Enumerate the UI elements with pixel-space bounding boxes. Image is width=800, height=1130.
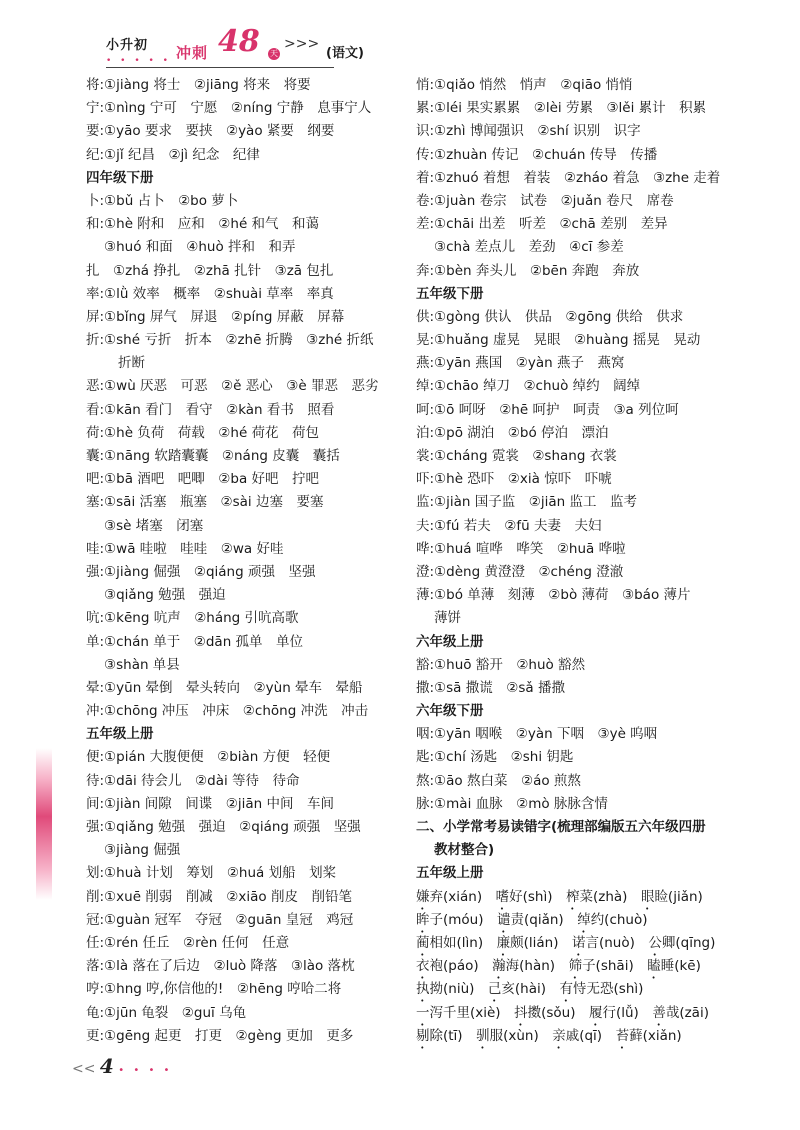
misread-word [566,889,627,905]
word-rest-pinyin: 擞(sǒu) [527,1004,576,1021]
word-rest-pinyin: 哉(zāi) [665,1004,709,1021]
header-dots: • • • • • [106,56,171,66]
misread-row [416,886,756,909]
emphasized-char: 抖 [514,1004,528,1021]
emphasized-char: 剔 [416,1027,430,1044]
emphasized-char: 瞌 [647,958,661,975]
polyphone-entry: 强:①jiàng 倔强 ②qiáng 顽强 坚强 [86,563,316,580]
polyphone-entry: 塞:①sāi 活塞 瓶塞 ②sài 边塞 要塞 [86,494,324,511]
polyphone-entry: ③chà 差点儿 差劲 ④cī 参差 [434,239,624,256]
polyphone-entry: 扎 ①zhá 挣扎 ②zhā 扎针 ③zā 包扎 [86,262,334,279]
word-rest-pinyin: 好(shì) [509,888,553,905]
polyphone-entry: 强:①qiǎng 勉强 强迫 ②qiáng 顽强 坚强 [86,819,361,835]
polyphone-entry: 落:①là 落在了后边 ②luò 降落 ③lào 落枕 [86,958,355,975]
emphasized-char: 嗜 [495,888,510,905]
word-rest-pinyin: 恃无恐(shì) [573,981,644,998]
polyphone-entry: 晃:①huǎng 虚晃 晃眼 ②huàng 摇晃 晃动 [416,332,701,349]
emphasized-char: 驯 [476,1027,490,1044]
word-rest-pinyin: 子(shāi) [582,958,634,975]
emphasized-char: 衣 [416,958,430,975]
polyphone-entry: 将:①jiàng 将士 ②jiāng 将来 将要 [86,77,311,93]
word-rest-pinyin: 睡(kē) [660,958,701,975]
left-column [86,74,396,1048]
polyphone-entry: 单:①chán 单于 ②dān 孤单 单位 [86,633,304,650]
emphasized-char: 公 [648,934,662,951]
word-rest-pinyin: 泻千里(xiè) [429,1004,501,1021]
polyphone-entry: 脉:①mài 血脉 ②mò 脉脉含情 [416,795,608,812]
polyphone-entry: 囊:①nāng 软踏囊囊 ②náng 皮囊 囊括 [86,448,340,464]
polyphone-entry: 更:①gēng 起更 打更 ②gèng 更加 更多 [86,1027,354,1044]
polyphone-entry: 裳:①cháng 霓裳 ②shang 衣裳 [416,448,617,464]
page-number: 4 [99,1054,114,1078]
emphasized-char: 亲 [552,1027,566,1044]
polyphone-entry: 哇:①wā 哇啦 哇哇 ②wa 好哇 [86,540,284,557]
word-rest-pinyin: 子(móu) [429,911,484,928]
polyphone-entry: 要:①yāo 要求 要挟 ②yào 紧要 纲要 [86,123,335,140]
misread-word [416,958,479,974]
polyphone-entry: 燕:①yān 燕国 ②yàn 燕子 燕窝 [416,355,625,372]
misread-word [497,935,559,951]
polyphone-entry: 着:①zhuó 着想 着装 ②zháo 着急 ③zhe 走着 [416,169,721,186]
polyphone-entry: 吧:①bā 酒吧 吧唧 ②ba 好吧 拧吧 [86,471,320,488]
section2-subtitle: 五年级上册 [416,865,484,882]
misread-row [416,909,756,932]
polyphone-entry: 纪:①jǐ 纪昌 ②jì 纪念 纪律 [86,146,260,163]
polyphone-entry: 和:①hè 附和 应和 ②hé 和气 和蔼 [86,216,320,233]
side-tab-decoration [36,748,52,900]
polyphone-entry: 吭:①kēng 吭声 ②háng 引吭高歌 [86,610,299,627]
emphasized-char: 执 [416,981,430,998]
polyphone-entry: ③sè 堵塞 闭塞 [104,517,204,534]
polyphone-entry: 差:①chāi 出差 听差 ②chā 差别 差异 [416,216,668,233]
polyphone-entry: 冠:①guàn 冠军 夺冠 ②guān 皇冠 鸡冠 [86,911,354,928]
polyphone-entry: 撒:①sā 撒谎 ②sǎ 播撒 [416,679,565,696]
polyphone-entry: 任:①rén 任丘 ②rèn 任何 任意 [86,934,290,951]
misread-row [416,955,756,978]
word-rest-pinyin: 海(hàn) [505,958,556,975]
polyphone-entry: 澄:①dèng 黄澄澄 ②chéng 澄澈 [416,563,624,580]
polyphone-entry: 卜:①bǔ 占卜 ②bo 萝卜 [86,192,239,209]
footer-arrows: << [72,1061,96,1077]
misread-word [560,981,644,997]
page-header [86,24,386,70]
polyphone-entry: 哼:①hng 哼,你信他的! ②hēng 哼哈二将 [86,981,342,998]
polyphone-entry: 绰:①chāo 绰刀 ②chuò 绰约 阔绰 [416,378,641,395]
right-polyphone-list [416,74,756,816]
word-rest-pinyin: 藓(xiǎn) [629,1027,682,1044]
misread-row [416,978,756,1001]
emphasized-char: 廉 [496,934,511,951]
misread-word [514,1005,575,1021]
footer-dots: • • • • [118,1065,173,1076]
polyphone-entry: 折:①shé 亏折 折本 ②zhē 折腾 ③zhé 折纸 [86,332,374,349]
brand-day-badge: 天 [270,49,278,58]
emphasized-char: 有 [559,981,574,998]
polyphone-entry: 间:①jiàn 间隙 间谍 ②jiān 中间 车间 [86,795,334,812]
misread-list [416,886,756,1048]
misread-word [416,935,483,951]
word-rest-pinyin: 服(xùn) [489,1027,539,1044]
grade-heading: 六年级上册 [416,633,484,650]
misread-word [641,889,703,905]
polyphone-entry: 荷:①hè 负荷 荷载 ②hé 荷花 荷包 [86,424,320,441]
misread-word [552,1028,602,1044]
polyphone-entry: 悄:①qiǎo 悄然 悄声 ②qiāo 悄悄 [416,77,633,93]
polyphone-entry: 晕:①yūn 晕倒 晕头转向 ②yùn 晕车 晕船 [86,679,363,696]
word-rest-pinyin: 约(chuò) [590,911,648,928]
polyphone-entry: 夫:①fú 若夫 ②fū 夫妻 夫妇 [416,517,602,534]
misread-word [577,912,647,928]
polyphone-entry: 呵:①ō 呵呀 ②hē 呵护 呵责 ③a 列位呵 [416,401,679,418]
emphasized-char: 己 [487,981,502,998]
emphasized-char: 筛 [568,958,583,975]
polyphone-entry: 传:①zhuàn 传记 ②chuán 传导 传播 [416,146,658,163]
word-rest-pinyin: 卿(qīng) [661,934,716,951]
grade-heading: 五年级上册 [86,726,154,743]
polyphone-entry: 看:①kān 看门 看守 ②kàn 看书 照看 [86,401,335,418]
polyphone-entry: 吓:①hè 恐吓 ②xià 惊吓 吓唬 [416,471,612,488]
misread-word [652,1005,709,1021]
polyphone-entry: 咽:①yān 咽喉 ②yàn 下咽 ③yè 呜咽 [416,726,658,743]
emphasized-char: 履 [588,1004,603,1021]
polyphone-entry: 宁:①nìng 宁可 宁愿 ②níng 宁静 息事宁人 [86,100,372,117]
misread-word [416,1028,463,1044]
emphasized-char: 谴 [497,911,511,928]
polyphone-entry: 屏:①bǐng 屏气 屏退 ②píng 屏蔽 屏幕 [86,308,345,325]
misread-word [416,1005,501,1021]
word-rest-pinyin: 行(lǚ) [602,1004,639,1021]
polyphone-entry: 薄:①bó 单薄 刻薄 ②bò 薄荷 ③báo 薄片 [416,587,691,604]
emphasized-char: 一 [416,1004,430,1021]
emphasized-char: 嫌 [416,888,430,905]
polyphone-entry: 削:①xuē 削弱 削减 ②xiāo 削皮 削铅笔 [86,888,352,905]
word-rest-pinyin: 责(qiǎn) [510,911,564,928]
word-rest-pinyin: 亥(hài) [501,981,547,998]
polyphone-entry: 熬:①āo 熬白菜 ②áo 煎熬 [416,772,581,789]
subject-label: (语文) [326,46,364,61]
polyphone-entry: 折断 [118,355,145,372]
misread-word [416,981,474,997]
misread-word [648,935,715,951]
emphasized-char: 绰 [577,911,591,928]
word-rest-pinyin: 颇(lián) [510,934,559,951]
page-footer [72,1054,172,1078]
misread-word [496,889,553,905]
series-title: 小升初 [106,38,149,53]
misread-word [492,958,555,974]
grade-heading: 六年级下册 [416,703,484,720]
word-rest-pinyin: 拗(niù) [429,981,475,998]
emphasized-char: 眸 [416,911,430,928]
word-rest-pinyin: 弃(xián) [429,888,483,905]
word-rest-pinyin: 袍(páo) [429,958,479,975]
polyphone-entry: 待:①dāi 待会儿 ②dài 等待 待命 [86,772,300,789]
polyphone-entry: 监:①jiàn 国子监 ②jiān 监工 监考 [416,494,637,511]
polyphone-entry: 卷:①juàn 卷宗 试卷 ②juǎn 卷尺 席卷 [416,192,674,209]
emphasized-char: 善 [652,1004,666,1021]
brand-text: 冲刺 [176,44,209,62]
right-column [416,74,756,1048]
polyphone-entry: 泊:①pō 湖泊 ②bó 停泊 漂泊 [416,424,609,441]
emphasized-char: 诺 [571,934,586,951]
misread-word [647,958,701,974]
polyphone-entry: 豁:①huō 豁开 ②huò 豁然 [416,656,586,673]
polyphone-entry: ③jiàng 倔强 [104,842,181,859]
misread-word [572,935,635,951]
polyphone-entry: ③huó 和面 ④huò 拌和 和弄 [104,239,296,256]
polyphone-entry: 识:①zhì 博闻强识 ②shí 识别 识字 [416,123,641,140]
word-rest-pinyin: 相如(lìn) [429,934,484,951]
emphasized-char: 蔺 [416,934,430,951]
misread-word [497,912,564,928]
misread-row [416,932,756,955]
section2-title: 二、小学常考易读错字(梳理部编版五六年级四册 [416,819,706,835]
misread-word [589,1005,639,1021]
polyphone-entry: 龟:①jūn 龟裂 ②guī 乌龟 [86,1004,247,1021]
header-rule [106,67,334,68]
polyphone-entry: 划:①huà 计划 筹划 ②huá 划船 划桨 [86,865,337,882]
emphasized-char: 苔 [615,1027,630,1044]
emphasized-char: 瀚 [492,958,506,975]
word-rest-pinyin: 除(tī) [429,1027,463,1044]
polyphone-entry: 奔:①bèn 奔头儿 ②bēn 奔跑 奔放 [416,262,640,279]
polyphone-entry: 供:①gòng 供认 供品 ②gōng 供给 供求 [416,308,684,325]
polyphone-entry: 率:①lǜ 效率 概率 ②shuài 草率 率真 [86,285,334,302]
emphasized-char: 眼 [640,888,655,905]
header-arrows: >>> [284,36,320,52]
brand-number: 48 [218,24,260,59]
grade-heading: 四年级下册 [86,169,154,186]
section2-title-cont: 教材整合) [434,842,495,859]
word-rest-pinyin: 言(nuò) [585,934,635,951]
misread-word [616,1028,682,1044]
polyphone-entry: ③shàn 单县 [104,656,180,673]
misread-row [416,1002,756,1025]
misread-word [488,981,546,997]
polyphone-entry: 冲:①chōng 冲压 冲床 ②chōng 冲洗 冲击 [86,703,369,720]
polyphone-entry: 匙:①chí 汤匙 ②shi 钥匙 [416,749,574,766]
word-rest-pinyin: 睑(jiǎn) [654,888,703,905]
word-rest-pinyin: 戚(qī) [565,1027,603,1044]
misread-word [416,912,484,928]
polyphone-entry: 便:①pián 大腹便便 ②biàn 方便 轻便 [86,749,331,766]
misread-word [416,889,482,905]
misread-word [569,958,634,974]
polyphone-entry: 恶:①wù 厌恶 可恶 ②ě 恶心 ③è 罪恶 恶劣 [86,378,379,395]
emphasized-char: 榨 [565,888,580,905]
word-rest-pinyin: 菜(zhà) [579,888,628,905]
misread-word [476,1028,539,1044]
misread-row [416,1025,756,1048]
grade-heading: 五年级下册 [416,285,484,302]
polyphone-entry: 累:①léi 果实累累 ②lèi 劳累 ③lěi 累计 积累 [416,100,707,117]
polyphone-entry: 薄饼 [434,610,461,627]
polyphone-entry: 哗:①huá 喧哗 哗笑 ②huā 哗啦 [416,540,626,557]
polyphone-entry: ③qiǎng 勉强 强迫 [104,587,226,604]
